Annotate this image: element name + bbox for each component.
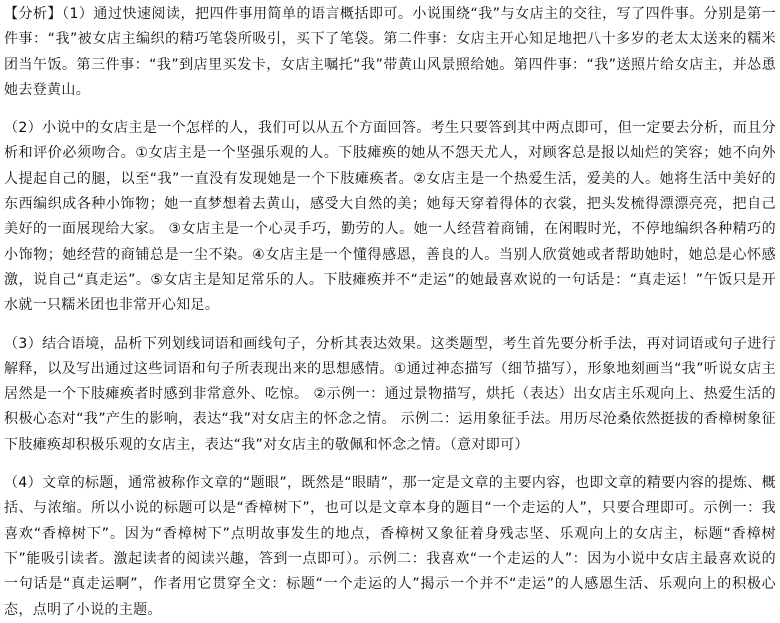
analysis-paragraph-4: （4）文章的标题，通常被称作文章的“题眼”，既然是“眼睛”，那一定是文章的主要内容，也即文章的精要内容的提炼、概括、与浓缩。所以小说的标题可以是“香樟树下”，也可以是文章本身的题目“一个走运的人”，只要合理即可。示例一：我喜欢“香樟树下”。因为“香樟树下”点明故事发生的地点，香樟树又象征着身残志坚、乐观向上的女店主，标题“香樟树下”能吸引读者。激起读者的阅读兴趣，答到一点即可）。示例二：我喜欢“一个走运的人”：因为小说中女店主最喜欢说的一句话是“真走运啊”，作者用它贯穿全文：标题“一个走运的人”揭示一个并不“走运”的人感恩生活、乐观向上的积极心态，点明了小说的主题。 xyxy=(4,475,776,618)
analysis-paragraph-3: （3）结合语境，品析下列划线词语和画线句子，分析其表达效果。这类题型，考生首先要分析手法，再对词语或句子进行解释，以及写出通过这些词语和句子所表现出来的思想感情。①通过神态描写（细节描写），形象地刻画当“我”听说女店主居然是一个下肢瘫痪者时感到非常意外、吃惊。 ②示例一：通过景物描写，烘托（表达）出女店主乐观向上、热爱生活的积极心态对“我”产生的影响，表达“我”对女店主的怀念之情。 示例二：运用象征手法。用历尽沧桑依然挺拔的香樟树象征下肢瘫痪却积极乐观的女店主，表达“我”对女店主的敬佩和怀念之情。（意对即可） xyxy=(4,335,776,453)
analysis-paragraph-1: 【分析】（1）通过快速阅读，把四件事用简单的语言概括即可。小说围绕“我”与女店主的交往，写了四件事。分别是第一件事：“我”被女店主编织的精巧笔袋所吸引，买下了笔袋。第二件事：女店主开心知足地把八十多岁的老太太送来的糯米团当午饭。第三件事：“我”到店里买发卡，女店主嘱托“我”带黄山风景照给她。第四件事：“我”送照片给女店主，并怂恿她去登黄山。 xyxy=(4,6,776,98)
analysis-paragraph-2: （2）小说中的女店主是一个怎样的人，我们可以从五个方面回答。考生只要答到其中两点即可，但一定要去分析，而且分析和评价必须吻合。①女店主是一个坚强乐观的人。下肢瘫痪的她从不怨天尤人，对顾客总是报以灿烂的笑容；她不向外人提起自己的腿，以至“我”一直没有发现她是一个下肢瘫痪者。②女店主是一个热爱生活，爱美的人。她将生活中美好的东西编织成各种小饰物；她一直梦想着去黄山，感受大自然的美；她每天穿着得体的衣裳，把头发梳得漂漂亮亮，把自己美好的一面展现给大家。 ③女店主是一个心灵手巧，勤劳的人。她一人经营着商铺，在闲暇时光，不停地编织各种精巧的小饰物；她经营的商铺总是一尘不染。④女店主是一个懂得感恩，善良的人。当别人欣赏她或者帮助她时，她总是心怀感激，说自己“真走运”。⑤女店主是知足常乐的人。下肢瘫痪并不“走运”的她最喜欢说的一句话是：“真走运！”午饭只是开水就一只糯米团也非常开心知足。 xyxy=(4,120,776,314)
